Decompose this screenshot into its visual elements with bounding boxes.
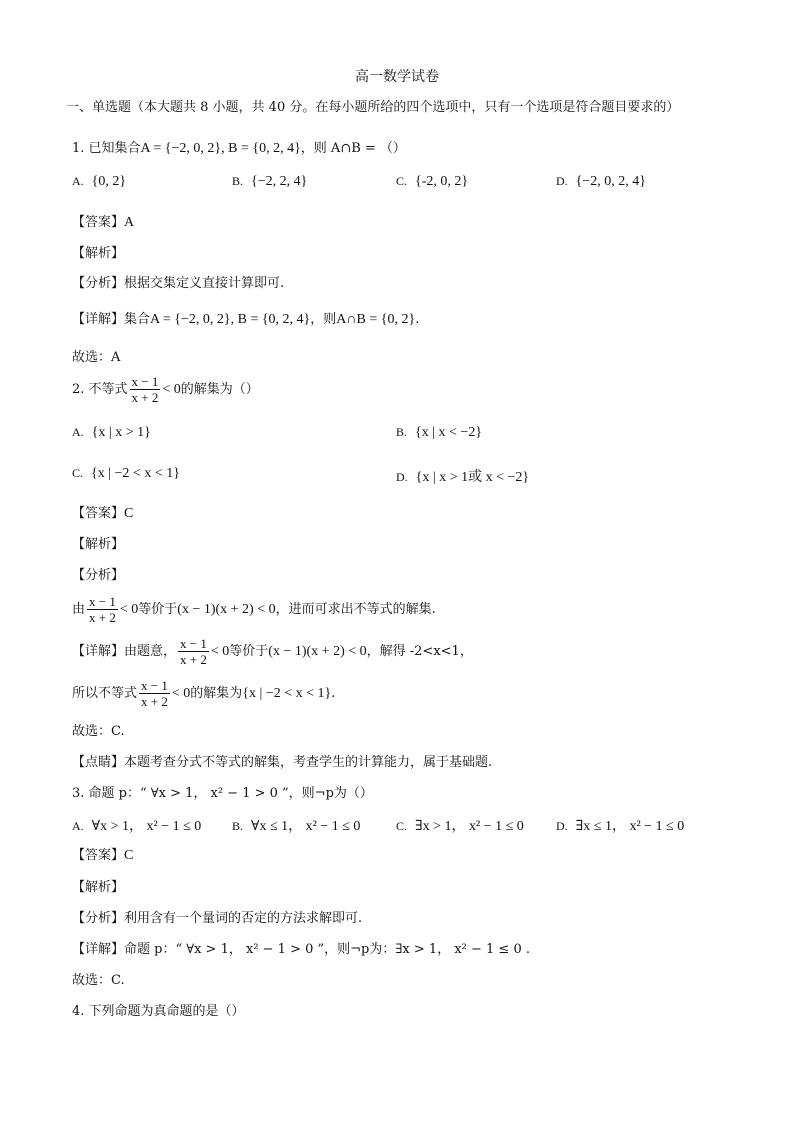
q2-option-d: D. {x | x > 1或 x < −2} xyxy=(396,470,530,485)
q2-choose: 故选：C. xyxy=(72,724,125,739)
q1-stem-prefix: 1. 已知集合 xyxy=(72,141,141,156)
q3-option-d: D. ∃x ≤ 1， x² − 1 ≤ 0 xyxy=(556,819,685,834)
q2-option-b: B. {x | x < −2} xyxy=(396,425,483,440)
q1-choose: 故选：A xyxy=(72,350,121,365)
q2-stem: 2. 不等式 $\frac{x - 1}{x + 2}$ < 0的解集为（） xyxy=(72,374,259,405)
q2-suoyi: 所以不等式 $\frac{x - 1}{x + 2}$ < 0的解集为{x | −2 < x < 1}. xyxy=(72,678,336,709)
q2-fenxi-fraction: $\frac{x - 1}{x + 2}$ xyxy=(89,594,116,625)
q1-stem-suffix: ，则 A∩B = （） xyxy=(300,141,406,156)
q2-suoyi-fraction: $\frac{x - 1}{x + 2}$ xyxy=(141,678,168,709)
q3-fenxi: 【分析】利用含有一个量词的否定的方法求解即可. xyxy=(72,911,363,926)
q2-option-c: C. {x | −2 < x < 1} xyxy=(72,466,180,481)
q2-option-a: A. {x | x > 1} xyxy=(72,425,151,440)
q2-analysis-tag: 【解析】 xyxy=(72,537,125,552)
q3-stem: 3. 命题 p：“ ∀x > 1， x² − 1 > 0 ”，则¬p为（） xyxy=(72,786,373,801)
q2-xiangjie: 【详解】由题意， $\frac{x - 1}{x + 2}$ < 0等价于(x − 1)(x + 2) < 0，解得 -2<x<1， xyxy=(72,636,473,667)
q3-answer: 【答案】C xyxy=(72,848,134,863)
q2-fraction: $\frac{x - 1}{x + 2}$ xyxy=(131,374,159,405)
q1-xiangjie: 【详解】集合A = {−2, 0, 2}, B = {0, 2, 4}，则A∩B = {0, 2}. xyxy=(72,312,420,327)
q2-fenxi: 由 $\frac{x - 1}{x + 2}$ < 0等价于(x − 1)(x + 2) < 0，进而可求出不等式的解集. xyxy=(72,594,436,625)
q1-option-a: A. {0, 2} xyxy=(72,174,127,189)
q3-choose: 故选：C. xyxy=(72,973,125,988)
q1-analysis-tag: 【解析】 xyxy=(72,246,125,261)
q1-option-d: D. {−2, 0, 2, 4} xyxy=(556,174,647,189)
q3-option-b: B. ∀x ≤ 1， x² − 1 ≤ 0 xyxy=(232,819,361,834)
q3-analysis-tag: 【解析】 xyxy=(72,880,125,895)
page-title: 高一数学试卷 xyxy=(355,69,439,85)
q1-fenxi: 【分析】根据交集定义直接计算即可. xyxy=(72,276,285,291)
q1-stem xyxy=(72,139,406,159)
q3-xiangjie: 【详解】命题 p：“ ∀x > 1， x² − 1 > 0 ”，则¬p为：∃x > 1， x² − 1 ≤ 0 . xyxy=(72,942,530,957)
section-heading: 一、单选题（本大题共 8 小题，共 40 分。在每小题所给的四个选项中，只有一个选项是符合题目要求的） xyxy=(66,100,680,115)
q2-answer: 【答案】C xyxy=(72,506,134,521)
q1-answer: 【答案】A xyxy=(72,215,135,230)
q1-option-b: B. {−2, 2, 4} xyxy=(232,174,308,189)
q3-option-c: C. ∃x > 1， x² − 1 ≤ 0 xyxy=(396,819,524,834)
q1-option-c: C. {-2, 0, 2} xyxy=(396,174,469,189)
q4-stem: 4. 下列命题为真命题的是（） xyxy=(72,1004,245,1019)
q2-xiangjie-fraction: $\frac{x - 1}{x + 2}$ xyxy=(180,636,207,667)
q2-fenxi-tag: 【分析】 xyxy=(72,568,125,583)
q2-dianjing: 【点睛】本题考查分式不等式的解集，考查学生的计算能力，属于基础题. xyxy=(72,755,493,770)
q3-option-a: A. ∀x > 1， x² − 1 ≤ 0 xyxy=(72,819,202,834)
q1-stem-math: A = {−2, 0, 2}, B = {0, 2, 4} xyxy=(140,141,301,156)
